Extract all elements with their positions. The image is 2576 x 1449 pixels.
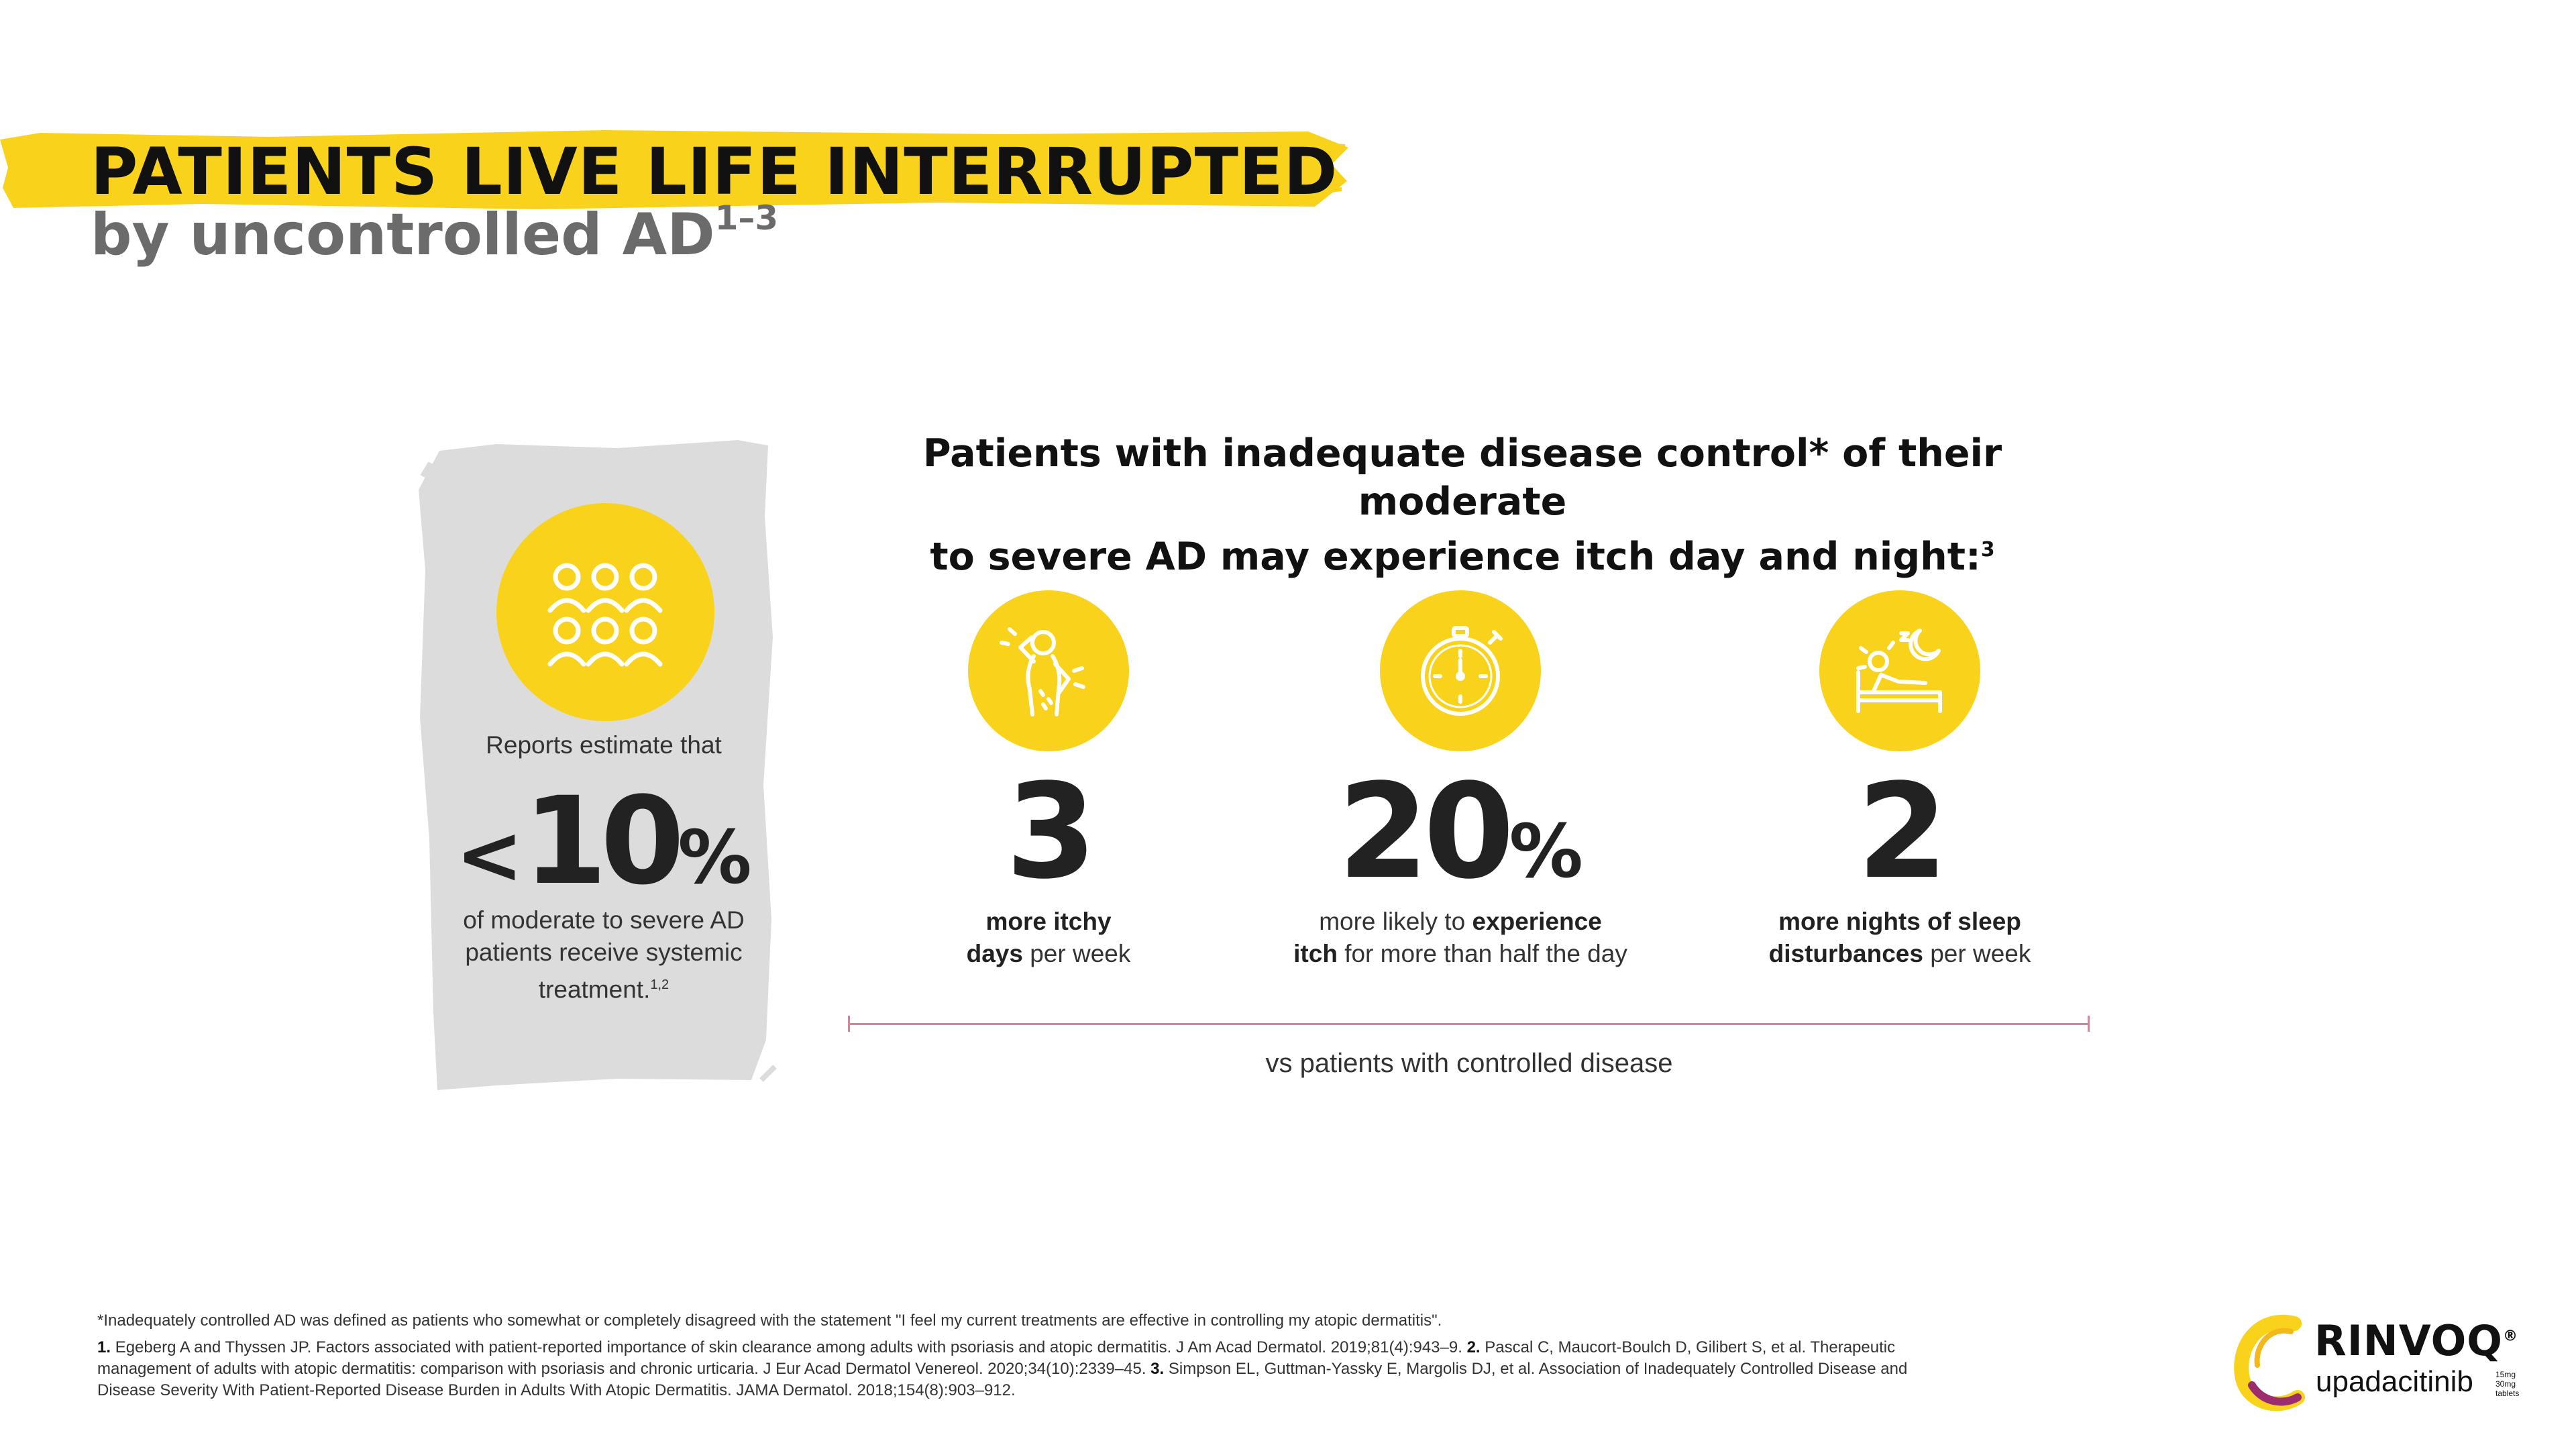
sleep-disturbance-icon xyxy=(1846,617,1953,724)
generic-name: upadacitinib xyxy=(2316,1365,2473,1398)
itchy-days-value: 3 xyxy=(1006,755,1091,908)
estimate-intro-text: Reports estimate that xyxy=(486,731,722,759)
itch-likelihood-value: 20% xyxy=(1338,755,1583,908)
itch-likelihood-description: more likely to experience itch for more than half the day xyxy=(1293,908,1627,967)
treatment-percentage: <10% xyxy=(455,771,752,912)
scratching-person-icon xyxy=(995,617,1102,724)
references: 1. Egeberg A and Thyssen JP. Factors associated with patient-reported importance of skin clearance among adults with psoriasis and atopic dermatitis. J Am Acad Dermatol. 2019;81(4):943–9. 2. Pascal C, Maucort-Boulch D, Gilibert S, et al. Therapeutic management of adults with atopic dermatitis: comparison with psoriasis and chronic urticaria. J Eur Acad Dermatol Venereol. 2020;34(10):2339–45. 3. Simpson EL, Guttman-Yassky E, Margolis DJ, et al. Association of Inadequately Controlled Disease and Disease Severity With Patient-Reported Disease Burden in Adults With Atopic Dermatitis. JAMA Dermatol. 2018;154(8):903–912. xyxy=(97,1338,1908,1399)
comparison-line xyxy=(849,1023,2090,1025)
itchy-days-description: more itchy days per week xyxy=(966,908,1131,967)
comparison-line-right-tick xyxy=(2088,1016,2090,1032)
page-subtitle: by uncontrolled AD$^{1-3}$ xyxy=(91,199,779,268)
page-title: PATIENTS LIVE LIFE INTERRUPTED xyxy=(91,134,1338,209)
sleep-nights-value: 2 xyxy=(1857,755,1943,908)
dose-label: 15mg 30mg tablets xyxy=(2496,1370,2520,1398)
brand-name: RINVOQ® xyxy=(2314,1316,2519,1365)
sleep-nights-description: more nights of sleep disturbances per week xyxy=(1768,908,2031,967)
comparison-caption: vs patients with controlled disease xyxy=(1265,1049,1673,1078)
people-group-icon xyxy=(530,537,681,688)
itch-section-heading: Patients with inadequate disease control* of their moderate to severe AD may experience itch day and night:$^3$ xyxy=(922,431,2002,579)
definition-footnote: *Inadequately controlled AD was defined as patients who somewhat or completely disagreed with the statement "I feel my current treatments are effective in controlling my atopic dermatitis". xyxy=(97,1311,1442,1330)
stopwatch-icon xyxy=(1407,617,1514,724)
treatment-description: of moderate to severe AD patients receive systemic treatment.$^{1,2}$ xyxy=(463,906,745,1004)
comparison-line-left-tick xyxy=(848,1016,850,1032)
rinvoq-logo-swirl-icon xyxy=(2231,1311,2318,1412)
